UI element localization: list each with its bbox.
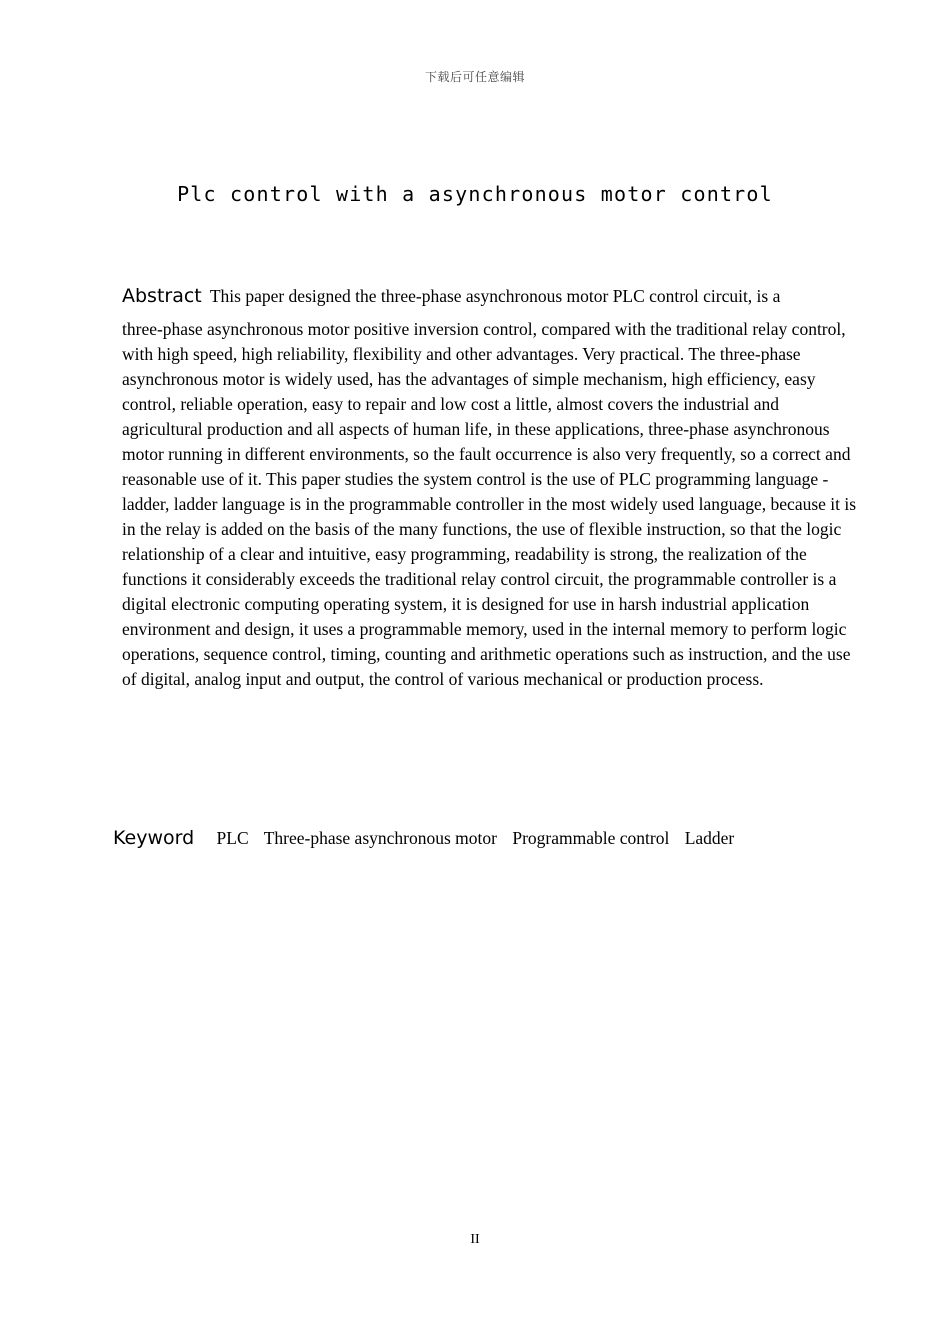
keywords-section (113, 827, 745, 849)
keyword-label: Keyword (113, 827, 195, 849)
keyword-item: PLC (216, 828, 249, 848)
keyword-item: Ladder (684, 828, 735, 848)
abstract-section (122, 282, 860, 692)
page-number: II (470, 1232, 480, 1247)
header-note: 下载后可任意编辑 (424, 70, 525, 84)
abstract-body: three-phase asynchronous motor positive inversion control, compared with the traditional relay control, with high speed, high reliability, flexibility and other advantages. Very practical. The three-phase asynchronous motor is widely used, has the advantages of simple mechanism, high efficiency, easy control, reliable operation, easy to repair and low cost a little, almost covers the industrial and agricultural production and all aspects of human life, in these applications, three-phase asynchronous motor running in different environments, so the fault occurrence is also very frequently, so a correct and reasonable use of it. This paper studies the system control is the use of PLC programming language - ladder, ladder language is in the programmable controller in the most widely used language, because it is in the relay is added on the basis of the many functions, the use of flexible instruction, so that the logic relationship of a clear and intuitive, easy programming, readability is strong, the realization of the functions it considerably exceeds the traditional relay control circuit, the programmable controller is a digital electronic computing operating system, it is designed for use in harsh industrial application environment and design, it uses a programmable memory, used in the internal memory to perform logic operations, sequence control, timing, counting and arithmetic operations such as instruction, and the use of digital, analog input and output, the control of various mechanical or production process. (122, 319, 857, 689)
paper-title: Plc control with a asynchronous motor control (177, 182, 773, 206)
keyword-item: Three-phase asynchronous motor (263, 828, 497, 848)
abstract-label: Abstract (122, 285, 202, 307)
abstract-first-line (122, 282, 860, 310)
abstract-first-line-text: This paper designed the three-phase asynchronous motor PLC control circuit, is a (209, 286, 781, 306)
keyword-item: Programmable control (512, 828, 670, 848)
